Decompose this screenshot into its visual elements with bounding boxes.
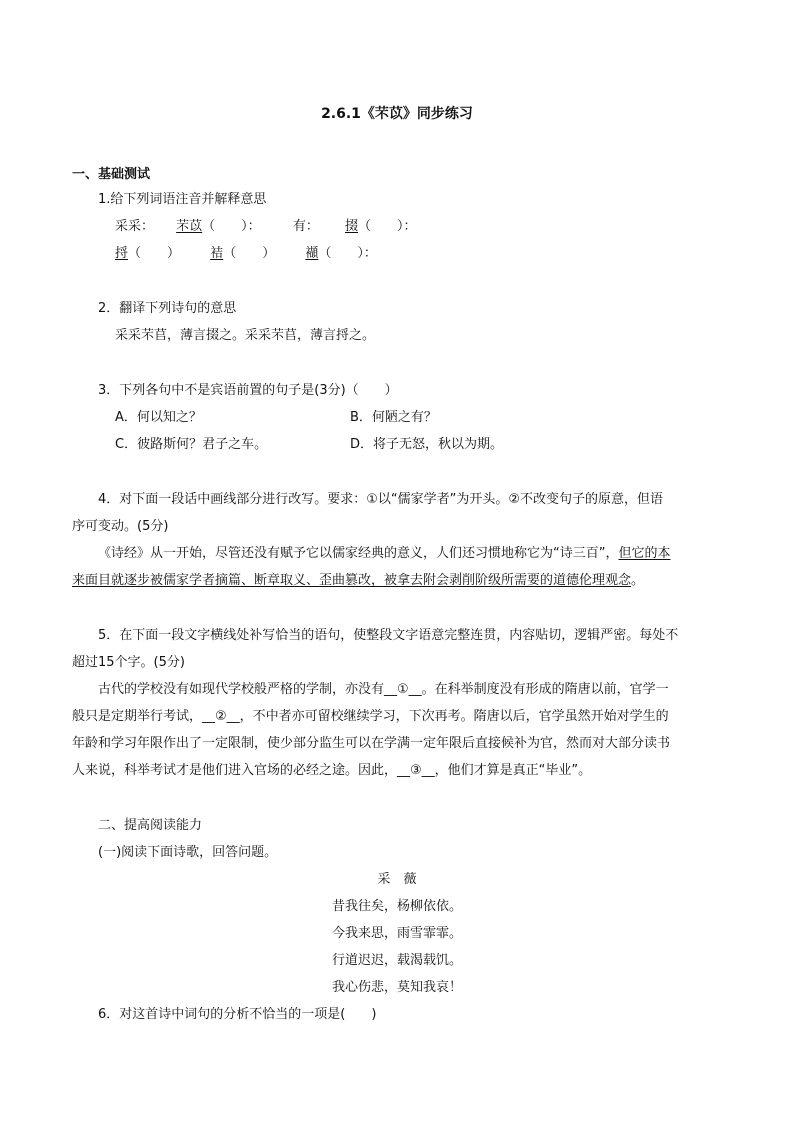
q5-para-line2	[72, 708, 669, 726]
q5-text-1a: 古代的学校没有如现代学校般严格的学制，亦没有	[98, 682, 385, 697]
q5-prompt-line2: 超过15个字。(5分)	[72, 655, 185, 670]
q4-para-underlined-1: 但它的本	[618, 546, 671, 561]
section2-sub: (一)阅读下面诗歌，回答问题。	[98, 845, 278, 860]
q1-paren-5: （ ）：	[318, 246, 377, 261]
section1-heading: 一、基础测试	[72, 167, 151, 182]
q4-prompt-line1: 4．对下面一段话中画线部分进行改写。要求：①以“儒家学者”为开头。②不改变句子的原意，但语	[98, 492, 664, 507]
q4-para-line2	[72, 572, 644, 590]
poem-title: 采 薇	[377, 872, 417, 887]
q5-text-4a: 人来说，科举考试才是他们进入官场的必经之途。因此，	[72, 763, 398, 778]
q5-blank-3: __③__	[397, 763, 435, 778]
q3-option-c: C．彼路斯何？君子之车。	[115, 437, 268, 452]
q3-prompt: 3．下列各句中不是宾语前置的句子是(3分)（ ）	[98, 383, 398, 398]
q5-prompt-line1: 5．在下面一段文字横线处补写恰当的语句，使整段文字语意完整连贯，内容贴切，逻辑严密。每处不	[98, 628, 679, 643]
q1-term-duo: 掇	[344, 219, 358, 234]
q5-blank-2: __②__	[202, 709, 240, 724]
q1-prompt: 1.给下列词语注音并解释意思	[98, 192, 267, 207]
q1-paren-3: （ ）	[128, 246, 181, 261]
q5-text-2b: ，不中者亦可留校继续学习，下次再考。隋唐以后，官学虽然开始对学生的	[239, 709, 669, 724]
q5-para-line3: 年龄和学习年限作出了一定限制，使少部分监生可以在学满一定年限后直接候补为官，然而对大部分读书	[72, 736, 671, 751]
q1-paren-1: （ ）：	[202, 219, 261, 234]
q1-term-fuyi: 芣苡	[176, 219, 203, 234]
q1-term-you: 有：	[292, 219, 319, 234]
q2-text: 采采芣苢，薄言掇之。采采芣苢，薄言捋之。	[115, 328, 376, 343]
q1-term-luo: 捋	[115, 246, 129, 261]
q5-para-line4	[72, 762, 591, 780]
q1-term-jie: 袺	[210, 246, 224, 261]
doc-title: 2.6.1《芣苡》同步练习	[321, 106, 473, 122]
q4-prompt-line2: 序可变动。(5分)	[72, 519, 169, 534]
q1-term-xie: 襭	[305, 246, 319, 261]
q4-para-plain: 《诗经》从一开始，尽管还没有赋予它以儒家经典的意义，人们还习惯地称它为“诗三百”，	[98, 546, 619, 561]
q5-para-line1	[98, 681, 669, 699]
q6-prompt: 6．对这首诗中词句的分析不恰当的一项是( )	[98, 1007, 377, 1022]
q3-option-b: B．何陋之有？	[350, 410, 437, 425]
poem-line-1: 昔我往矣，杨柳依依。	[331, 899, 462, 914]
q1-term-caicai: 采采：	[115, 219, 155, 234]
poem-line-4: 我心伤悲，莫知我哀！	[331, 980, 462, 995]
q4-para-underlined-2: 来面目就逐步被儒家学者摘篇、断章取义、歪曲篡改，被拿去附会剥削阶级所需要的道德伦理观念	[72, 573, 632, 588]
poem-line-3: 行道迟迟，载渴载饥。	[331, 953, 462, 968]
q1-paren-4: （ ）	[223, 246, 276, 261]
q5-text-4b: ，他们才算是真正“毕业”。	[434, 763, 592, 778]
q1-row1	[115, 218, 417, 236]
poem-line-2: 今我来思，雨雪霏霏。	[331, 926, 462, 941]
q4-para-line1	[98, 545, 671, 563]
q1-paren-2: （ ）：	[358, 219, 417, 234]
q3-option-d: D．将子无怒，秋以为期。	[350, 437, 504, 452]
q3-option-a: A．何以知之？	[115, 410, 202, 425]
q5-text-2a: 般只是定期举行考试，	[72, 709, 203, 724]
q2-prompt: 2．翻译下列诗句的意思	[98, 301, 237, 316]
section2-heading: 二、提高阅读能力	[98, 818, 203, 833]
q5-blank-1: __①__	[384, 682, 422, 697]
q1-row2	[115, 245, 377, 263]
q4-para-end: 。	[631, 573, 645, 588]
q5-text-1b: 。在科举制度没有形成的隋唐以前，官学一	[421, 682, 669, 697]
